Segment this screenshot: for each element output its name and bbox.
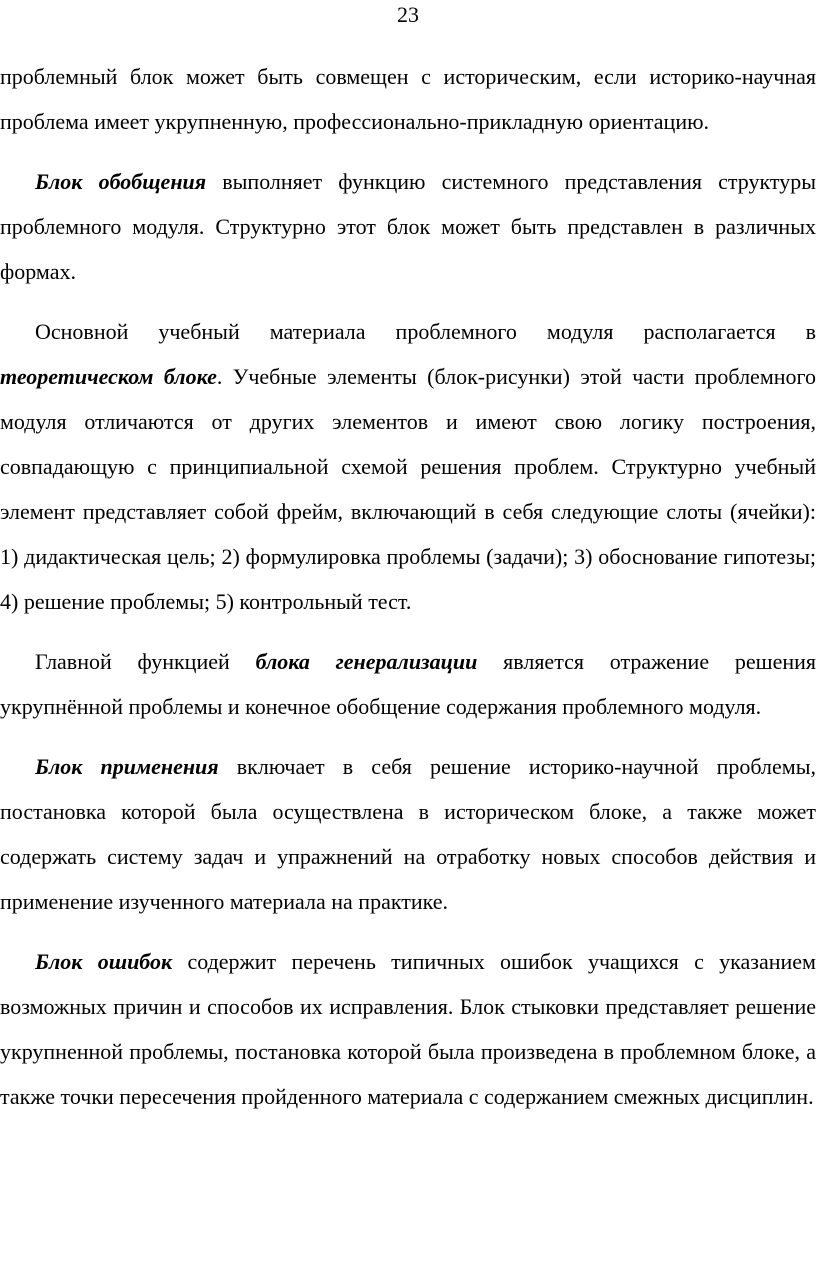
term-errors-block: Блок ошибок bbox=[35, 949, 173, 974]
paragraph-generalization-block bbox=[0, 159, 816, 294]
term-theoretical-block: теоретическом блоке bbox=[0, 364, 217, 389]
document-body bbox=[0, 54, 816, 1119]
paragraph-theoretical-block bbox=[0, 309, 816, 624]
paragraph-text-before: Основной учебный материала проблемного модуля располагается в bbox=[35, 319, 816, 344]
term-application-block: Блок применения bbox=[35, 754, 219, 779]
term-generalization-block: Блок обобщения bbox=[35, 169, 207, 194]
paragraph-text: содержит перечень типичных ошибок учащихся с указанием возможных причин и способов их исправления. Блок стыковки представляет решение укрупненной проблемы, постановка которой была произведена в проблемном блоке, а также точки пересечения пройденного материала с содержанием смежных дисциплин. bbox=[0, 949, 816, 1109]
paragraph-text: выполняет функцию системного представления структуры проблемного модуля. Структурно этот блок может быть представлен в различных формах. bbox=[0, 169, 816, 284]
paragraph-errors-block bbox=[0, 939, 816, 1119]
paragraph-text: проблемный блок может быть совмещен с историческим, если историко-научная проблема имеет укрупненную, профессионально-прикладную ориентацию. bbox=[0, 64, 816, 134]
paragraph-application-block bbox=[0, 744, 816, 924]
paragraph-text-after: является отражение решения укрупнённой проблемы и конечное обобщение содержания проблемного модуля. bbox=[0, 649, 816, 719]
paragraph-continuation bbox=[0, 54, 816, 144]
paragraph-text-before: Главной функцией bbox=[35, 649, 256, 674]
paragraph-generalization-function bbox=[0, 639, 816, 729]
page-number: 23 bbox=[397, 2, 419, 27]
paragraph-text: включает в себя решение историко-научной проблемы, постановка которой была осуществлена в историческом блоке, а также может содержать систему задач и упражнений на отработку новых способов действия и применение изученного материала на практике. bbox=[0, 754, 816, 914]
paragraph-text-after: . Учебные элементы (блок-рисунки) этой части проблемного модуля отличаются от других элементов и имеют свою логику построения, совпадающую с принципиальной схемой решения проблем. Структурно учебный элемент представляет собой фрейм, включающий в себя следующие слоты (ячейки): 1) дидактическая цель; 2) формулировка проблемы (задачи); 3) обоснование гипотезы; 4) решение проблемы; 5) контрольный тест. bbox=[0, 364, 816, 614]
term-generalization: блока генерализации bbox=[255, 649, 478, 674]
